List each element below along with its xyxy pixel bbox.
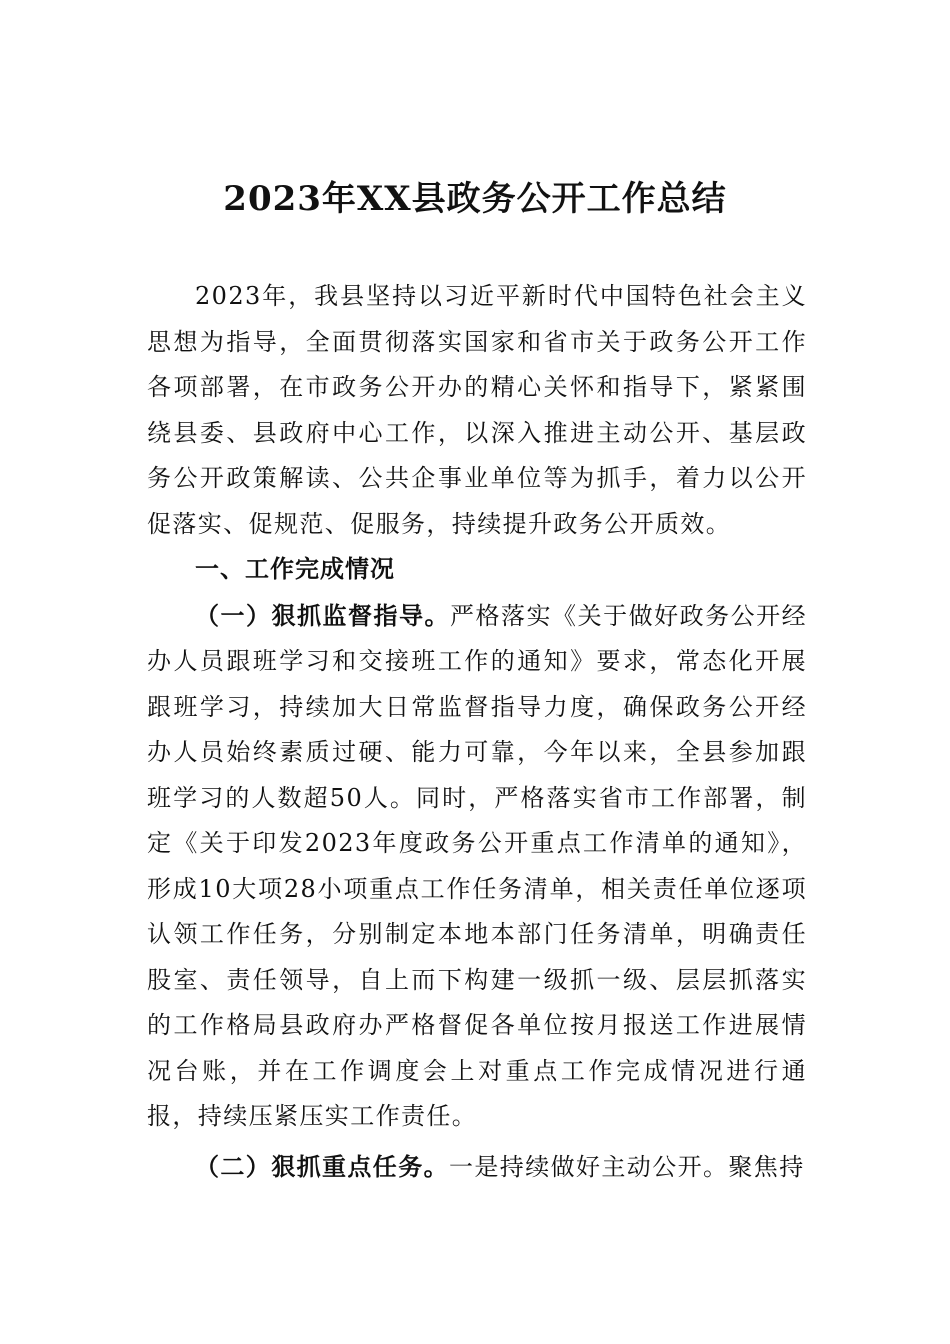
intro-paragraph: 2023年，我县坚持以习近平新时代中国特色社会主义思想为指导，全面贯彻落实国家和省市关于政务公开工作各项部署，在市政务公开办的精心关怀和指导下，紧紧围绕县委、县政府中心工作，以深入推进主动公开、基层政务公开政策解读、公共企事业单位等为抓手，着力以公开促落实、促规范、促服务，持续提升政务公开质效。: [147, 282, 807, 538]
document-body: [147, 274, 807, 1190]
paragraph-key-tasks: [147, 1144, 807, 1191]
item-text-supervision: 严格落实《关于做好政务公开经办人员跟班学习和交接班工作的通知》要求，常态化开展跟班学习，持续加大日常监督指导力度，确保政务公开经办人员始终素质过硬、能力可靠，今年以来，全县参加跟班学习的人数超50人。同时，严格落实省市工作部署，制定《关于印发2023年度政务公开重点工作清单的通知》，形成10大项28小项重点工作任务清单，相关责任单位逐项认领工作任务，分别制定本地本部门任务清单，明确责任股室、责任领导，自上而下构建一级抓一级、层层抓落实的工作格局县政府办严格督促各单位按月报送工作进展情况台账，并在工作调度会上对重点工作完成情况进行通报，持续压紧压实工作责任。: [147, 601, 807, 1130]
item-lead-supervision: （一）狠抓监督指导。: [195, 600, 451, 630]
paragraph-supervision: [147, 593, 807, 1140]
item-lead-key-tasks: （二）狠抓重点任务。: [195, 1151, 449, 1181]
document-title: 2023年XX县政务公开工作总结: [223, 179, 727, 219]
section-heading-work-completion: 一、工作完成情况: [195, 555, 395, 583]
item-text-key-tasks: 一是持续做好主动公开。聚焦持: [449, 1152, 805, 1181]
